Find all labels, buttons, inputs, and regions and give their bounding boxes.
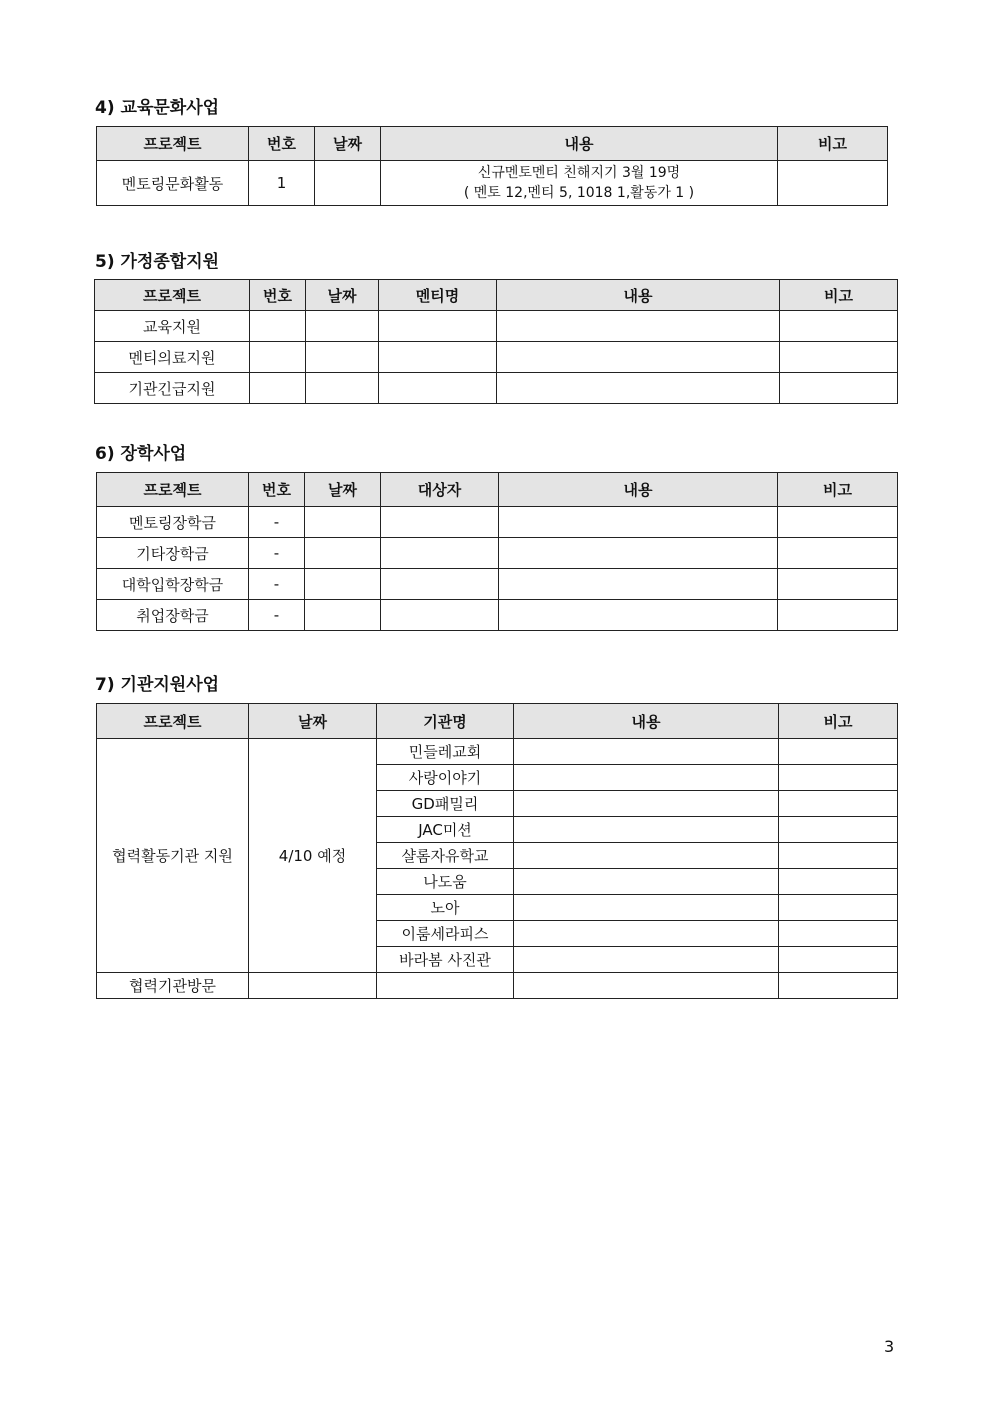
cell-institution: 샬롬자유학교	[377, 843, 514, 869]
header-mentee-name: 멘티명	[379, 280, 497, 311]
header-project: 프로젝트	[97, 473, 249, 507]
header-remarks: 비고	[778, 127, 888, 161]
table-row	[97, 600, 898, 631]
table-row	[97, 507, 898, 538]
cell-project: 멘토링문화활동	[97, 161, 249, 206]
cell-content	[499, 600, 778, 631]
cell-remarks	[780, 311, 898, 342]
cell-content	[497, 342, 780, 373]
cell-project: 취업장학금	[97, 600, 249, 631]
header-remarks: 비고	[779, 704, 898, 739]
section-title-5: 5) 가정종합지원	[95, 252, 220, 272]
cell-number: -	[249, 507, 305, 538]
section-title-6: 6) 장학사업	[95, 444, 187, 464]
header-content: 내용	[514, 704, 779, 739]
table-education-culture	[96, 126, 888, 206]
header-number: 번호	[250, 280, 306, 311]
cell-mentee	[379, 342, 497, 373]
cell-content	[514, 869, 779, 895]
cell-number	[250, 342, 306, 373]
cell-remarks	[779, 817, 898, 843]
cell-remarks	[779, 869, 898, 895]
cell-content	[514, 973, 779, 999]
cell-recipient	[381, 538, 499, 569]
cell-content	[499, 507, 778, 538]
cell-recipient	[381, 569, 499, 600]
table-row	[95, 311, 898, 342]
table-row	[95, 373, 898, 404]
section-title-7: 7) 기관지원사업	[95, 675, 220, 695]
cell-content	[514, 739, 779, 765]
cell-remarks	[779, 973, 898, 999]
table-row	[97, 973, 898, 999]
cell-institution: 민들레교회	[377, 739, 514, 765]
cell-content	[514, 921, 779, 947]
cell-institution: 노아	[377, 895, 514, 921]
cell-content	[497, 373, 780, 404]
cell-number: -	[249, 569, 305, 600]
cell-institution: 이룸세라피스	[377, 921, 514, 947]
cell-project: 대학입학장학금	[97, 569, 249, 600]
header-number: 번호	[249, 473, 305, 507]
cell-date	[305, 538, 381, 569]
cell-content	[514, 817, 779, 843]
cell-number	[250, 373, 306, 404]
cell-number: 1	[249, 161, 315, 206]
table-institution-support	[96, 703, 898, 999]
table-row	[97, 739, 898, 765]
cell-date	[305, 507, 381, 538]
content-line-2: ( 멘토 12,멘티 5, 1018 1,활동가 1 )	[463, 185, 695, 201]
cell-date	[306, 342, 379, 373]
content-line-1: 신규멘토멘티 친해지기 3월 19명	[477, 165, 681, 181]
cell-number: -	[249, 538, 305, 569]
header-project: 프로젝트	[97, 127, 249, 161]
header-remarks: 비고	[780, 280, 898, 311]
cell-content	[499, 538, 778, 569]
header-project: 프로젝트	[97, 704, 249, 739]
header-date: 날짜	[305, 473, 381, 507]
header-content: 내용	[381, 127, 778, 161]
cell-recipient	[381, 600, 499, 631]
cell-mentee	[379, 311, 497, 342]
cell-number	[250, 311, 306, 342]
cell-content	[514, 843, 779, 869]
cell-remarks	[779, 947, 898, 973]
cell-content	[381, 161, 778, 206]
cell-institution: JAC미션	[377, 817, 514, 843]
table-scholarship	[96, 472, 898, 631]
cell-remarks	[778, 538, 898, 569]
cell-content	[514, 947, 779, 973]
cell-institution: 바라봄 사진관	[377, 947, 514, 973]
cell-recipient	[381, 507, 499, 538]
cell-date	[306, 311, 379, 342]
cell-date	[249, 973, 377, 999]
cell-remarks	[779, 921, 898, 947]
cell-project: 기타장학금	[97, 538, 249, 569]
header-project: 프로젝트	[95, 280, 250, 311]
cell-remarks	[778, 161, 888, 206]
cell-date	[306, 373, 379, 404]
cell-remarks	[780, 373, 898, 404]
header-content: 내용	[497, 280, 780, 311]
table-row	[97, 538, 898, 569]
cell-mentee	[379, 373, 497, 404]
header-date: 날짜	[315, 127, 381, 161]
cell-date	[305, 569, 381, 600]
header-institution: 기관명	[377, 704, 514, 739]
cell-date	[305, 600, 381, 631]
cell-project: 협력기관방문	[97, 973, 249, 999]
cell-remarks	[779, 791, 898, 817]
table-row	[97, 569, 898, 600]
cell-institution: GD패밀리	[377, 791, 514, 817]
cell-remarks	[778, 600, 898, 631]
cell-remarks	[778, 507, 898, 538]
cell-content	[514, 765, 779, 791]
cell-institution: 나도움	[377, 869, 514, 895]
cell-remarks	[779, 843, 898, 869]
cell-date	[315, 161, 381, 206]
page-number: 3	[884, 1337, 895, 1356]
cell-remarks	[778, 569, 898, 600]
cell-remarks	[779, 895, 898, 921]
cell-content	[497, 311, 780, 342]
cell-content	[514, 895, 779, 921]
cell-institution	[377, 973, 514, 999]
cell-content	[499, 569, 778, 600]
header-content: 내용	[499, 473, 778, 507]
table-row	[97, 161, 888, 206]
table-family-support	[94, 279, 898, 404]
cell-remarks	[780, 342, 898, 373]
cell-project: 멘토링장학금	[97, 507, 249, 538]
cell-project: 멘티의료지원	[95, 342, 250, 373]
cell-group-date: 4/10 예정	[249, 739, 377, 973]
header-number: 번호	[249, 127, 315, 161]
header-recipient: 대상자	[381, 473, 499, 507]
header-remarks: 비고	[778, 473, 898, 507]
cell-group-project: 협력활동기관 지원	[97, 739, 249, 973]
cell-content	[514, 791, 779, 817]
header-date: 날짜	[306, 280, 379, 311]
cell-remarks	[779, 739, 898, 765]
section-title-4: 4) 교육문화사업	[95, 98, 220, 118]
cell-project: 교육지원	[95, 311, 250, 342]
cell-number: -	[249, 600, 305, 631]
header-date: 날짜	[249, 704, 377, 739]
cell-project: 기관긴급지원	[95, 373, 250, 404]
table-row	[95, 342, 898, 373]
cell-institution: 사랑이야기	[377, 765, 514, 791]
cell-remarks	[779, 765, 898, 791]
